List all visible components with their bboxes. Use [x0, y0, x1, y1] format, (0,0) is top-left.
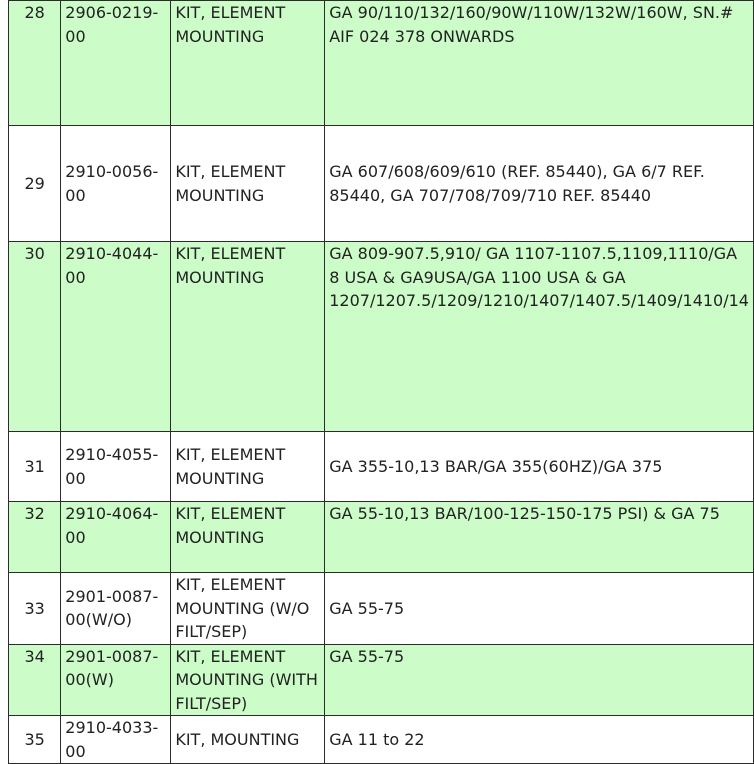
table-row — [9, 126, 754, 242]
applicability: GA 11 to 22 — [325, 716, 754, 764]
description: KIT, ELEMENT MOUNTING — [171, 126, 325, 242]
table-row — [9, 242, 754, 432]
applicability: GA 355-10,13 BAR/GA 355(60HZ)/GA 375 — [325, 432, 754, 502]
item-number: 35 — [9, 716, 61, 764]
table-row — [9, 573, 754, 645]
part-number: 2910-4033-00 — [61, 716, 171, 764]
description: KIT, ELEMENT MOUNTING — [171, 432, 325, 502]
parts-table — [8, 0, 754, 764]
part-number: 2910-4044-00 — [61, 242, 171, 432]
description: KIT, ELEMENT MOUNTING (W/O FILT/SEP) — [171, 573, 325, 645]
part-number: 2906-0219-00 — [61, 1, 171, 126]
table-row — [9, 502, 754, 573]
applicability: GA 55-10,13 BAR/100-125-150-175 PSI) & GA 75 — [325, 502, 754, 573]
part-number: 2910-0056-00 — [61, 126, 171, 242]
part-number: 2910-4055-00 — [61, 432, 171, 502]
item-number: 34 — [9, 644, 61, 716]
table-row — [9, 432, 754, 502]
item-number: 28 — [9, 1, 61, 126]
description: KIT, ELEMENT MOUNTING — [171, 502, 325, 573]
part-number: 2910-4064-00 — [61, 502, 171, 573]
item-number: 33 — [9, 573, 61, 645]
applicability: GA 55-75 — [325, 644, 754, 716]
item-number: 32 — [9, 502, 61, 573]
description: KIT, MOUNTING — [171, 716, 325, 764]
table-row — [9, 1, 754, 126]
table-row — [9, 644, 754, 716]
description: KIT, ELEMENT MOUNTING (WITH FILT/SEP) — [171, 644, 325, 716]
item-number: 30 — [9, 242, 61, 432]
applicability: GA 607/608/609/610 (REF. 85440), GA 6/7 REF. 85440, GA 707/708/709/710 REF. 85440 — [325, 126, 754, 242]
applicability: GA 90/110/132/160/90W/110W/132W/160W, SN.# AIF 024 378 ONWARDS — [325, 1, 754, 126]
description: KIT, ELEMENT MOUNTING — [171, 1, 325, 126]
description: KIT, ELEMENT MOUNTING — [171, 242, 325, 432]
item-number: 29 — [9, 126, 61, 242]
item-number: 31 — [9, 432, 61, 502]
applicability: GA 55-75 — [325, 573, 754, 645]
table-row — [9, 716, 754, 764]
part-number: 2901-0087-00(W/O) — [61, 573, 171, 645]
part-number: 2901-0087-00(W) — [61, 644, 171, 716]
applicability: GA 809-907.5,910/ GA 1107-1107.5,1109,1110/GA 8 USA & GA9USA/GA 1100 USA & GA 1207/1207.5/1209/1210/1407/1407.5/1409/1410/14 — [325, 242, 754, 432]
